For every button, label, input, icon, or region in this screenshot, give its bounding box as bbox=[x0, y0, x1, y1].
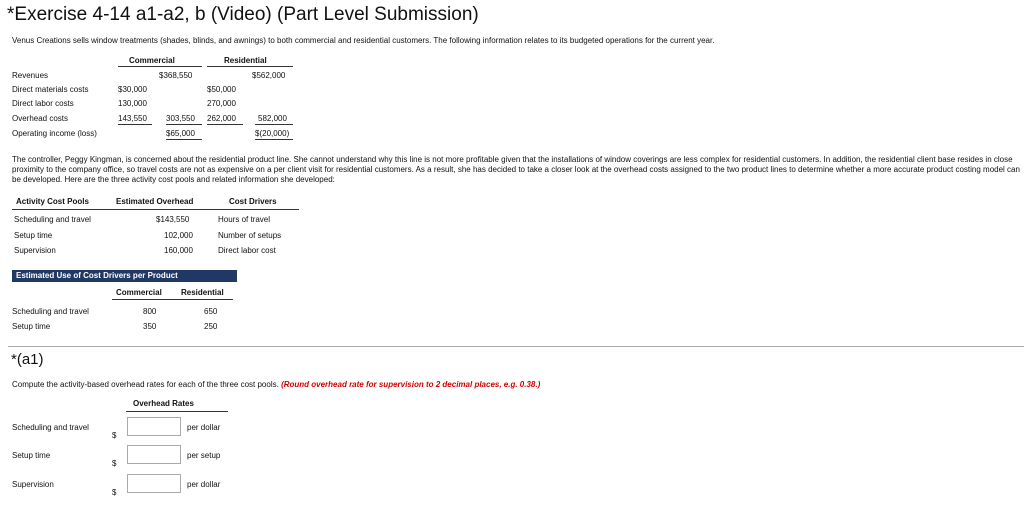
row-label: Setup time bbox=[12, 322, 51, 331]
value: $65,000 bbox=[166, 129, 195, 138]
rate-unit: per setup bbox=[187, 451, 221, 460]
value: $143,550 bbox=[156, 215, 190, 224]
section-divider bbox=[8, 346, 1024, 347]
value: $50,000 bbox=[207, 85, 236, 94]
row-label: Supervision bbox=[14, 246, 56, 255]
supervision-rate-input[interactable] bbox=[127, 474, 181, 493]
value: 350 bbox=[143, 322, 157, 331]
value: $(20,000) bbox=[255, 129, 290, 138]
controller-paragraph: The controller, Peggy Kingman, is concerned about the residential product line. She cannot understand why this line is not more profitable given that the installations of window coverings are less complex for residential customers. In addition, the residential client base resides in close proximity to the company office, so travel costs are not as expensive on a per client visit for residential customers. As a result, she has decided to take a closer look at the overhead costs assigned to the two product lines to determine whether a more accurate product costing model can be developed. Here are the three activity cost pools and related information she developed: bbox=[12, 155, 1020, 184]
instruction-note: (Round overhead rate for supervision to 2 decimal places, e.g. 0.38.) bbox=[281, 380, 541, 389]
value: Number of setups bbox=[218, 231, 282, 240]
value: 250 bbox=[204, 322, 218, 331]
rates-header: Overhead Rates bbox=[133, 399, 194, 408]
row-label: Direct labor costs bbox=[12, 99, 74, 108]
setup-rate-input[interactable] bbox=[127, 445, 181, 464]
col-commercial-header: Commercial bbox=[129, 56, 175, 65]
value: 262,000 bbox=[207, 114, 236, 123]
intro-text: Venus Creations sells window treatments (shades, blinds, and awnings) to both commercial and residential customers. The following information relates to its budgeted operations for the current year. bbox=[12, 36, 715, 45]
rate-label-scheduling: Scheduling and travel bbox=[12, 423, 89, 432]
rate-label-setup: Setup time bbox=[12, 451, 51, 460]
currency-symbol: $ bbox=[112, 488, 117, 497]
value: $30,000 bbox=[118, 85, 147, 94]
value: 143,550 bbox=[118, 114, 147, 123]
row-label: Setup time bbox=[14, 231, 53, 240]
rate-unit: per dollar bbox=[187, 423, 221, 432]
value: 102,000 bbox=[164, 231, 193, 240]
instruction bbox=[12, 380, 540, 389]
value: 270,000 bbox=[207, 99, 236, 108]
row-label: Overhead costs bbox=[12, 114, 69, 123]
row-label: Revenues bbox=[12, 71, 49, 80]
value: 800 bbox=[143, 307, 157, 316]
value: 160,000 bbox=[164, 246, 193, 255]
row-label: Scheduling and travel bbox=[14, 215, 91, 224]
col-header: Activity Cost Pools bbox=[16, 197, 89, 206]
row-label: Direct materials costs bbox=[12, 85, 89, 94]
row-label: Scheduling and travel bbox=[12, 307, 89, 316]
value: Hours of travel bbox=[218, 215, 271, 224]
value: 582,000 bbox=[258, 114, 287, 123]
value: 650 bbox=[204, 307, 218, 316]
value: Direct labor cost bbox=[218, 246, 276, 255]
col-header: Commercial bbox=[116, 288, 162, 297]
value: $562,000 bbox=[252, 71, 286, 80]
rate-label-supervision: Supervision bbox=[12, 480, 54, 489]
row-label: Operating income (loss) bbox=[12, 129, 97, 138]
page-title: *Exercise 4-14 a1-a2, b (Video) (Part Level Submission) bbox=[7, 4, 479, 25]
table-title: Estimated Use of Cost Drivers per Product bbox=[12, 270, 237, 282]
col-header: Cost Drivers bbox=[229, 197, 277, 206]
rate-unit: per dollar bbox=[187, 480, 221, 489]
currency-symbol: $ bbox=[112, 431, 117, 440]
value: 303,550 bbox=[166, 114, 195, 123]
value: $368,550 bbox=[159, 71, 193, 80]
col-header: Estimated Overhead bbox=[116, 197, 194, 206]
value: 130,000 bbox=[118, 99, 147, 108]
part-label: *(a1) bbox=[11, 351, 44, 368]
scheduling-rate-input[interactable] bbox=[127, 417, 181, 436]
currency-symbol: $ bbox=[112, 459, 117, 468]
col-residential-header: Residential bbox=[224, 56, 267, 65]
col-header: Residential bbox=[181, 288, 224, 297]
instruction-text: Compute the activity-based overhead rates for each of the three cost pools. bbox=[12, 380, 279, 389]
